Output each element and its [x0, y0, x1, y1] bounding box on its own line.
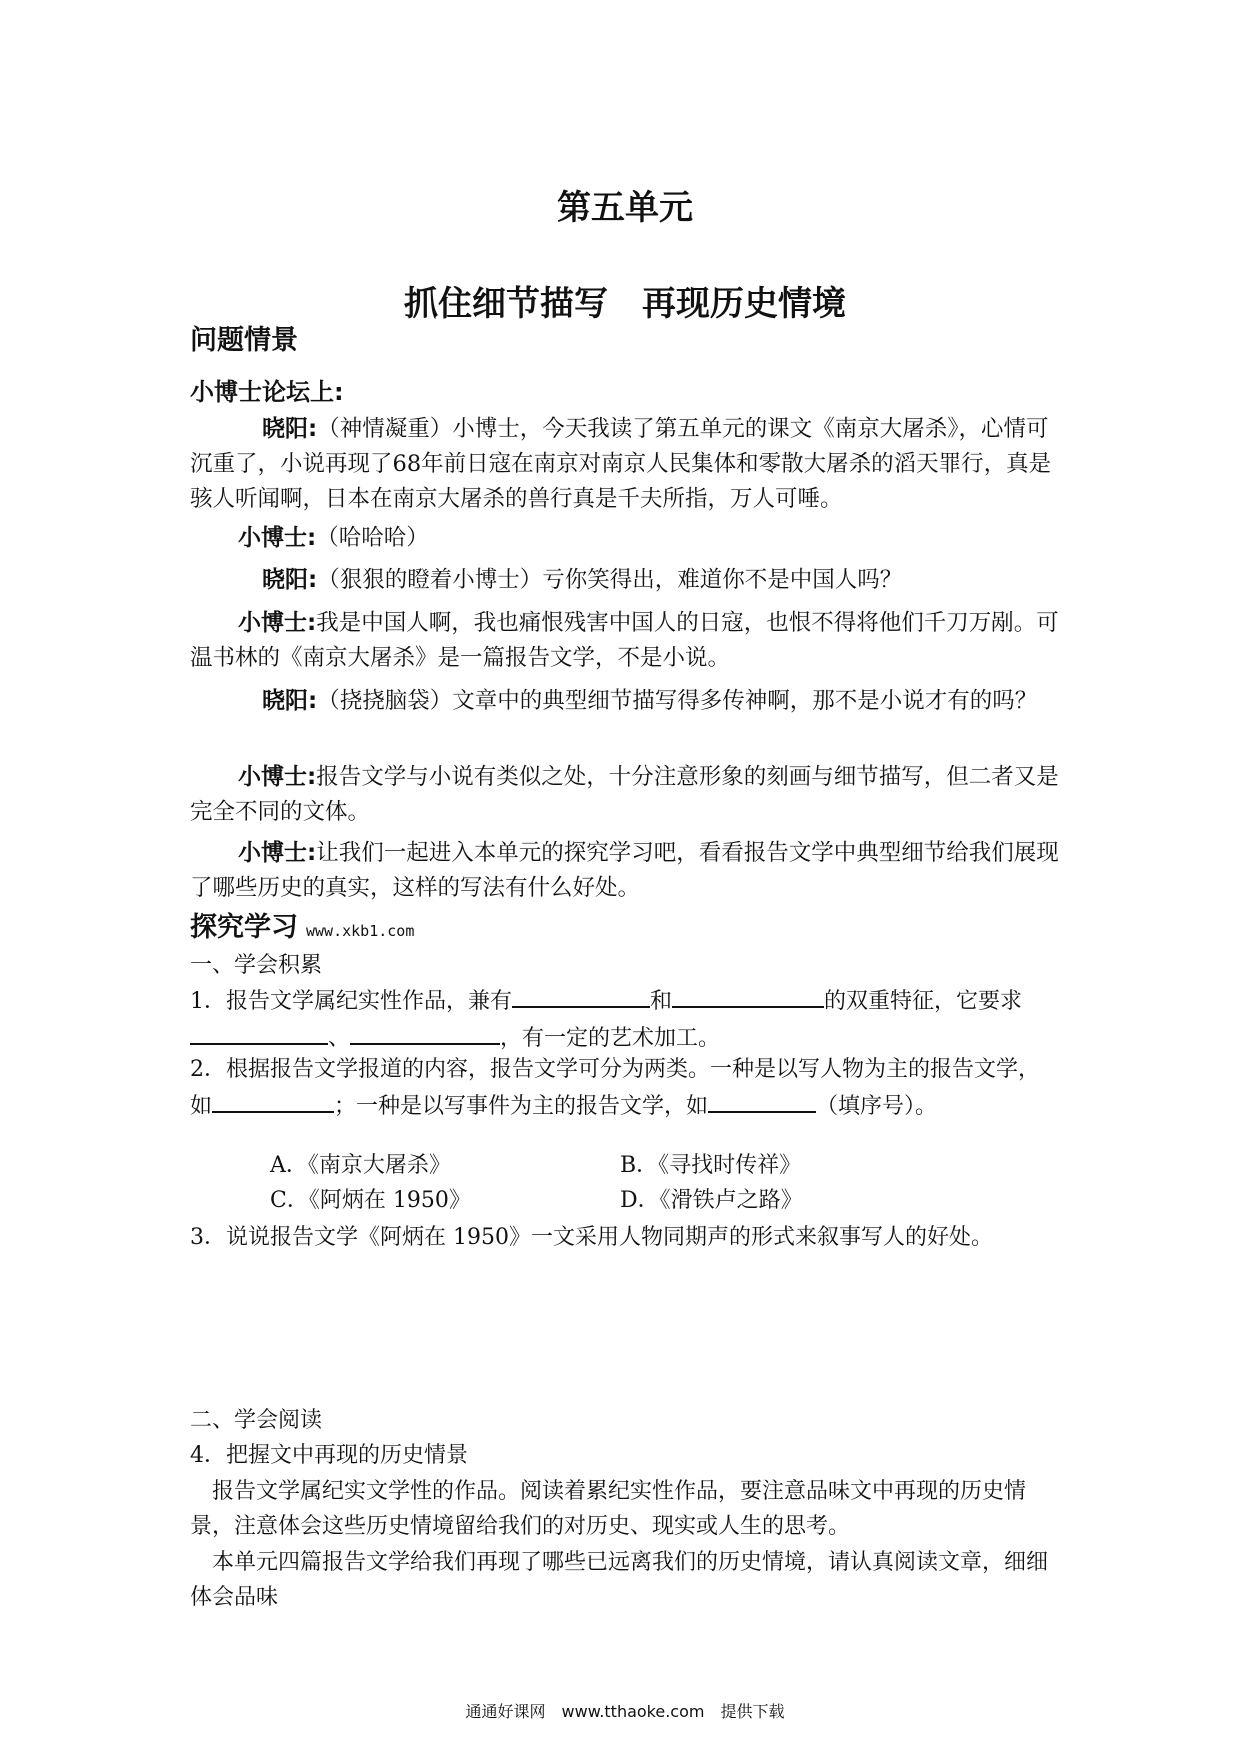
question-text: 的双重特征，它要求	[824, 989, 1023, 1014]
question-text: （填序号）。	[816, 1094, 938, 1119]
main-title: 抓住细节描写 再现历史情境	[404, 284, 846, 324]
dialogue-text: 让我们一起进入本单元的探究学习吧，看看报告文学中典型细节给我们展现了哪些历史的真实，这样的写法有什么好处。	[190, 840, 1059, 901]
document-page	[190, 0, 1060, 1754]
dialogue-line	[190, 684, 1060, 719]
speaker-name: 小博士:	[238, 840, 317, 866]
question-text: ，有一定的艺术加工。	[500, 1026, 721, 1051]
dialogue-line	[190, 606, 1060, 676]
question-text: 和	[650, 989, 673, 1014]
dialogue-text: （狠狠的瞪着小博士）亏你笑得出，难道你不是中国人吗？	[317, 567, 903, 593]
option-d: D．《滑铁卢之路》	[620, 1188, 803, 1213]
dialogue-text: （神情凝重）小博士，今天我读了第五单元的课文《南京大屠杀》，心情可沉重了，小说再现了68年前日寇在南京对南京人民集体和零散大屠杀的滔天罪行，真是骇人听闻啊，日本在南京大屠杀的兽行真是千夫所指，万人可唾。	[190, 416, 1052, 512]
part-heading: 二、学会阅读	[190, 1408, 323, 1433]
dialogue-text: 我是中国人啊，我也痛恨残害中国人的日寇，也恨不得将他们千刀万剐。可温书林的《南京大屠杀》是一篇报告文学，不是小说。	[190, 610, 1059, 671]
site-note: www.xkb1.com	[306, 922, 415, 940]
option-c: C．《阿炳在 1950》	[270, 1188, 471, 1213]
dialogue-line	[190, 760, 1060, 830]
question-text: ；一种是以写事件为主的报告文学，如	[334, 1094, 709, 1119]
dialogue-line	[190, 412, 1060, 517]
paragraph: 本单元四篇报告文学给我们再现了哪些已远离我们的历史情境，请认真阅读文章，细细体会品味	[190, 1550, 1049, 1610]
dialogue-text: （哈哈哈）	[316, 525, 429, 551]
answer-blank[interactable]	[350, 1019, 500, 1045]
speaker-name: 晓阳:	[262, 416, 318, 442]
answer-blank[interactable]	[212, 1087, 334, 1113]
dialogue-text: 报告文学与小说有类似之处，十分注意形象的刻画与细节描写，但二者又是完全不同的文体。	[190, 764, 1059, 825]
forum-heading: 小博士论坛上:	[190, 378, 344, 406]
question-3: 3．说说报告文学《阿炳在 1950》一文采用人物同期声的形式来叙事写人的好处。	[190, 1225, 993, 1250]
section-heading-problem: 问题情景	[190, 325, 298, 356]
dialogue-text: （挠挠脑袋）文章中的典型细节描写得多传神啊，那不是小说才有的吗？	[317, 688, 1038, 714]
question-text: 、	[328, 1026, 351, 1051]
question-text: 1．报告文学属纪实性作品，兼有	[190, 989, 512, 1014]
speaker-name: 小博士:	[238, 764, 317, 790]
footer-note: 通通好课网 www.tthaoke.com 提供下载	[465, 1702, 785, 1721]
option-a: A．《南京大屠杀》	[270, 1153, 451, 1178]
unit-title: 第五单元	[557, 188, 693, 228]
answer-blank[interactable]	[672, 982, 824, 1008]
option-b: B．《寻找时传祥》	[620, 1153, 802, 1178]
dialogue-line	[190, 521, 1060, 556]
section-heading-inquiry	[190, 905, 414, 944]
answer-blank[interactable]	[190, 1019, 328, 1045]
dialogue-line	[190, 836, 1060, 906]
speaker-name: 小博士:	[238, 525, 317, 551]
speaker-name: 晓阳:	[262, 567, 318, 593]
part-heading: 一、学会积累	[190, 953, 323, 978]
speaker-name: 小博士:	[238, 610, 317, 636]
question-text: 2．根据报告文学报道的内容，报告文学可分为两类。一种是以写人物为主的报告文学，如	[190, 1057, 1040, 1119]
section-heading-text: 探究学习	[190, 912, 298, 943]
question-2	[190, 1052, 1060, 1124]
paragraph: 报告文学属纪实文学性的作品。阅读着累纪实性作品，要注意品味文中再现的历史情景，注意体会这些历史情境留给我们的对历史、现实或人生的思考。	[190, 1479, 1027, 1539]
answer-blank[interactable]	[512, 982, 650, 1008]
speaker-name: 晓阳:	[262, 688, 318, 714]
question-4-title: 4．把握文中再现的历史情景	[190, 1443, 468, 1468]
question-1	[190, 982, 1060, 1056]
dialogue-line	[190, 563, 1060, 598]
answer-blank[interactable]	[708, 1087, 816, 1113]
